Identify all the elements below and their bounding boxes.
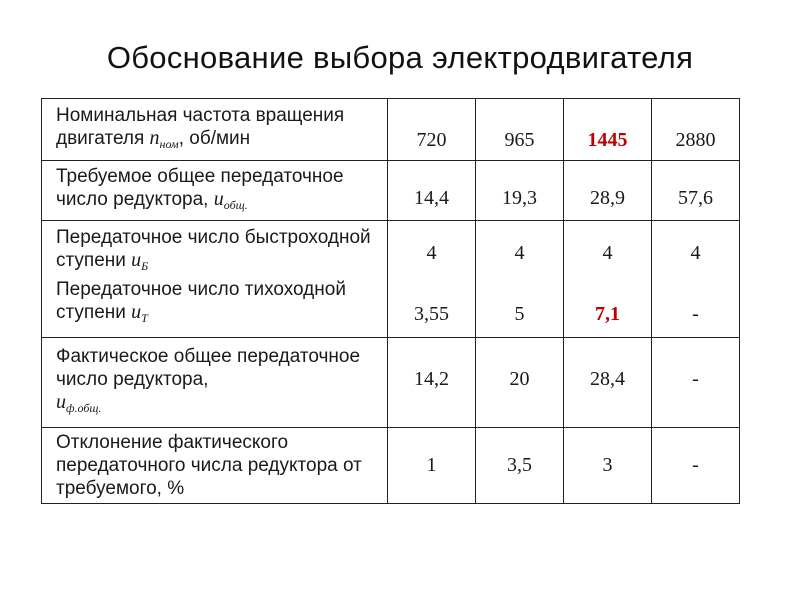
cell-value: 14,2 [388, 338, 476, 428]
label-text: Номинальная частота вращения двигателя [56, 104, 345, 149]
cell-value: 5 [514, 303, 525, 325]
cell-stack [388, 221, 476, 338]
label-symbol: u [213, 187, 224, 210]
table-row [42, 221, 740, 338]
label-fast-stage [56, 226, 383, 278]
cell-value-highlight: 7,1 [595, 303, 620, 325]
cell-value: 28,9 [564, 161, 652, 221]
row-label [42, 161, 388, 221]
label-text: Передаточное число тихоходной ступени [56, 279, 346, 323]
cell-value: 2880 [652, 99, 740, 161]
cell-value: 965 [476, 99, 564, 161]
cell-value: 14,4 [388, 161, 476, 221]
table-row [42, 99, 740, 161]
label-text: Отклонение фактического передаточного числа редуктора от требуемого, % [56, 432, 362, 499]
cell-value: 28,4 [564, 338, 652, 428]
cell-value: 3,55 [414, 303, 449, 325]
label-subscript: Т [141, 311, 148, 325]
label-tail: , об/мин [178, 127, 251, 149]
label-subscript: ф.общ. [66, 401, 102, 415]
table-row [42, 161, 740, 221]
label-symbol: u [56, 391, 66, 413]
cell-value: 1 [388, 428, 476, 504]
cell-value: 4 [690, 242, 701, 264]
cell-value: 4 [514, 242, 525, 264]
row-label [42, 428, 388, 504]
cell-value: - [652, 338, 740, 428]
page-title: Обоснование выбора электродвигателя [106, 40, 694, 75]
cell-value: 3 [564, 428, 652, 504]
cell-value: 4 [602, 242, 613, 264]
label-text: Фактическое общее передаточное число редуктора, [56, 346, 361, 390]
label-subscript: Б [141, 259, 149, 273]
cell-value: 3,5 [476, 428, 564, 504]
row-label [42, 99, 388, 161]
label-symbol: n [149, 126, 160, 149]
cell-value: 720 [388, 99, 476, 161]
label-slow-stage [56, 278, 383, 330]
label-symbol: u [131, 301, 142, 323]
cell-value: - [692, 303, 699, 325]
cell-value-highlight: 1445 [564, 99, 652, 161]
label-subscript: общ. [223, 197, 248, 212]
label-symbol: u [131, 249, 142, 271]
cell-stack [564, 221, 652, 338]
cell-stack [476, 221, 564, 338]
table-row [42, 338, 740, 428]
row-label [42, 338, 388, 428]
label-subscript: ном [159, 136, 179, 151]
cell-value: - [652, 428, 740, 504]
row-label [42, 221, 388, 338]
label-text: Передаточное число быстроходной ступени [56, 227, 371, 271]
table-row [42, 428, 740, 504]
cell-value: 57,6 [652, 161, 740, 221]
cell-value: 19,3 [476, 161, 564, 221]
cell-value: 20 [476, 338, 564, 428]
cell-value: 4 [426, 242, 437, 264]
cell-stack [652, 221, 740, 338]
label-text: Требуемое общее передаточное число редуктора, [56, 165, 344, 210]
motor-selection-table [41, 98, 740, 504]
